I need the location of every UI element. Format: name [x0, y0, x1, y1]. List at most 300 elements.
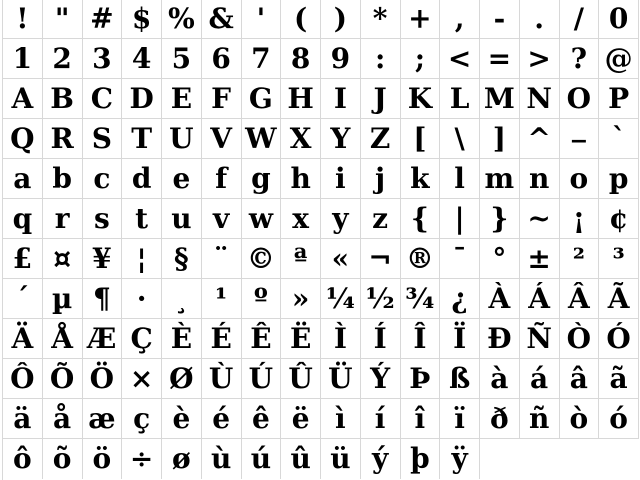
glyph: ¤ — [53, 241, 72, 275]
glyph: Ù — [208, 361, 234, 395]
glyph-cell[interactable] — [202, 319, 242, 359]
glyph: ; — [414, 41, 426, 75]
glyph: ¨ — [214, 241, 229, 275]
glyph-cell[interactable] — [281, 39, 321, 79]
glyph-cell[interactable] — [122, 239, 162, 279]
glyph-cell[interactable] — [520, 0, 560, 39]
glyph-cell[interactable] — [3, 399, 43, 439]
glyph-cell[interactable] — [281, 119, 321, 159]
glyph-cell[interactable] — [480, 0, 520, 39]
glyph-cell[interactable] — [202, 279, 242, 319]
glyph-cell[interactable] — [321, 319, 361, 359]
glyph-cell[interactable] — [202, 119, 242, 159]
glyph-cell[interactable] — [162, 79, 202, 119]
glyph: ¦ — [136, 241, 147, 275]
glyph-cell[interactable] — [43, 319, 83, 359]
glyph-cell[interactable] — [480, 399, 520, 439]
glyph-cell[interactable] — [361, 159, 401, 199]
glyph-cell[interactable] — [321, 199, 361, 239]
glyph-cell[interactable] — [202, 239, 242, 279]
glyph: ] — [492, 121, 506, 155]
glyph-cell[interactable] — [560, 399, 600, 439]
glyph: ® — [405, 241, 434, 275]
glyph-cell[interactable] — [440, 439, 480, 479]
glyph-cell[interactable] — [281, 439, 321, 479]
glyph-cell[interactable] — [43, 359, 83, 399]
glyph: 4 — [131, 41, 152, 75]
glyph: Ò — [566, 321, 592, 355]
glyph-cell[interactable] — [520, 159, 560, 199]
glyph-cell[interactable] — [83, 359, 123, 399]
glyph-cell[interactable] — [281, 159, 321, 199]
glyph-cell[interactable] — [83, 319, 123, 359]
glyph: ¾ — [405, 281, 435, 315]
glyph-cell[interactable] — [242, 239, 282, 279]
glyph-cell[interactable] — [3, 119, 43, 159]
glyph-cell[interactable] — [401, 319, 441, 359]
glyph: ` — [611, 121, 626, 155]
glyph: = — [487, 41, 512, 75]
glyph-cell[interactable] — [361, 199, 401, 239]
glyph-cell[interactable] — [43, 239, 83, 279]
glyph: è — [172, 401, 191, 435]
glyph-cell[interactable] — [361, 0, 401, 39]
glyph: C — [90, 81, 114, 115]
glyph-cell[interactable] — [480, 199, 520, 239]
glyph: Å — [51, 321, 73, 355]
glyph: Ä — [11, 321, 34, 355]
glyph-cell[interactable] — [281, 359, 321, 399]
glyph: < — [447, 41, 472, 75]
glyph: 2 — [52, 41, 72, 75]
glyph-cell[interactable] — [440, 0, 480, 39]
glyph: s — [93, 201, 110, 235]
glyph-cell[interactable] — [281, 399, 321, 439]
glyph: ì — [335, 401, 346, 435]
glyph: w — [248, 201, 273, 235]
glyph: ' — [256, 2, 266, 35]
glyph: © — [246, 241, 275, 275]
glyph-cell[interactable] — [520, 79, 560, 119]
glyph-cell[interactable] — [520, 319, 560, 359]
glyph: } — [490, 201, 509, 235]
glyph-cell[interactable] — [599, 399, 639, 439]
glyph-cell[interactable] — [83, 159, 123, 199]
glyph-cell[interactable] — [321, 159, 361, 199]
glyph: y — [332, 201, 349, 235]
glyph-cell[interactable] — [122, 39, 162, 79]
glyph-cell[interactable] — [43, 79, 83, 119]
glyph-cell[interactable] — [202, 39, 242, 79]
glyph: Õ — [49, 361, 75, 395]
glyph: % — [168, 2, 195, 35]
glyph-cell[interactable] — [242, 79, 282, 119]
glyph-cell[interactable] — [162, 0, 202, 39]
glyph-cell[interactable] — [242, 279, 282, 319]
glyph: Ë — [289, 321, 312, 355]
glyph: u — [171, 201, 192, 235]
glyph: N — [526, 81, 552, 115]
glyph: ¢ — [608, 201, 629, 235]
glyph-cell[interactable] — [83, 39, 123, 79]
glyph: 6 — [211, 41, 231, 75]
glyph-cell[interactable] — [43, 199, 83, 239]
glyph-cell[interactable] — [480, 39, 520, 79]
glyph-cell[interactable] — [599, 39, 639, 79]
glyph-cell[interactable] — [202, 79, 242, 119]
glyph-cell[interactable] — [520, 359, 560, 399]
glyph-cell[interactable] — [3, 159, 43, 199]
glyph: Þ — [409, 361, 431, 395]
glyph-cell[interactable] — [122, 159, 162, 199]
glyph-cell[interactable] — [3, 79, 43, 119]
glyph-cell[interactable] — [162, 439, 202, 479]
glyph-cell[interactable] — [599, 0, 639, 39]
glyph: [ — [413, 121, 427, 155]
glyph-cell[interactable] — [202, 359, 242, 399]
glyph-cell[interactable] — [401, 239, 441, 279]
glyph: ß — [448, 361, 471, 395]
glyph-cell[interactable] — [560, 159, 600, 199]
glyph: À — [488, 281, 511, 315]
glyph-cell[interactable] — [3, 359, 43, 399]
glyph: Ú — [248, 361, 274, 395]
glyph-cell[interactable] — [43, 159, 83, 199]
glyph-cell[interactable] — [3, 439, 43, 479]
glyph: Ì — [333, 321, 347, 355]
glyph-cell[interactable] — [361, 79, 401, 119]
glyph-cell[interactable] — [83, 279, 123, 319]
glyph-cell[interactable] — [242, 319, 282, 359]
glyph-cell[interactable] — [440, 399, 480, 439]
glyph-cell[interactable] — [202, 199, 242, 239]
glyph-cell[interactable] — [401, 359, 441, 399]
glyph-cell[interactable] — [599, 119, 639, 159]
glyph: æ — [88, 401, 116, 435]
glyph-cell[interactable] — [281, 239, 321, 279]
glyph-cell[interactable] — [560, 319, 600, 359]
glyph-cell[interactable] — [321, 359, 361, 399]
glyph: t — [135, 201, 149, 235]
glyph-cell[interactable] — [83, 0, 123, 39]
glyph-cell[interactable] — [122, 79, 162, 119]
glyph-cell[interactable] — [83, 119, 123, 159]
glyph-cell[interactable] — [440, 279, 480, 319]
glyph-cell[interactable] — [43, 119, 83, 159]
glyph-cell[interactable] — [560, 199, 600, 239]
glyph-cell[interactable] — [122, 439, 162, 479]
glyph-cell[interactable] — [520, 279, 560, 319]
glyph-cell[interactable] — [440, 239, 480, 279]
glyph-cell[interactable] — [599, 199, 639, 239]
glyph: ¡ — [572, 201, 586, 235]
glyph: » — [291, 281, 310, 315]
glyph-cell[interactable] — [480, 279, 520, 319]
glyph: ÷ — [129, 442, 154, 475]
glyph-cell[interactable] — [83, 439, 123, 479]
glyph-cell[interactable] — [281, 0, 321, 39]
glyph-cell[interactable] — [401, 0, 441, 39]
glyph: å — [53, 401, 72, 435]
glyph: Î — [413, 321, 427, 355]
glyph-cell[interactable] — [162, 239, 202, 279]
glyph-cell[interactable] — [43, 0, 83, 39]
glyph: õ — [52, 442, 72, 475]
glyph: a — [13, 161, 32, 195]
glyph: ê — [251, 401, 270, 435]
glyph-cell[interactable] — [122, 319, 162, 359]
glyph-cell[interactable] — [122, 359, 162, 399]
glyph-cell[interactable] — [122, 199, 162, 239]
glyph-cell[interactable] — [242, 439, 282, 479]
glyph-cell[interactable] — [560, 239, 600, 279]
glyph: S — [91, 121, 112, 155]
glyph: ( — [294, 2, 308, 35]
glyph-cell[interactable] — [162, 319, 202, 359]
glyph-cell[interactable] — [599, 279, 639, 319]
glyph-cell[interactable] — [202, 159, 242, 199]
empty-cell — [599, 439, 639, 479]
glyph-cell[interactable] — [440, 199, 480, 239]
glyph-cell[interactable] — [361, 279, 401, 319]
glyph: - — [493, 2, 506, 35]
glyph-cell[interactable] — [162, 359, 202, 399]
glyph: M — [483, 81, 515, 115]
glyph-cell[interactable] — [520, 199, 560, 239]
glyph-cell[interactable] — [401, 79, 441, 119]
glyph-cell[interactable] — [361, 119, 401, 159]
glyph: ¹ — [214, 281, 228, 315]
glyph: á — [530, 361, 549, 395]
glyph: U — [169, 121, 194, 155]
glyph: £ — [12, 241, 33, 275]
glyph: L — [449, 81, 470, 115]
glyph: R — [50, 121, 74, 155]
glyph: â — [569, 361, 588, 395]
glyph-cell[interactable] — [321, 39, 361, 79]
glyph-cell[interactable] — [599, 239, 639, 279]
glyph: · — [136, 281, 147, 315]
glyph-cell[interactable] — [281, 319, 321, 359]
glyph: ¼ — [325, 281, 355, 315]
glyph: ¥ — [92, 241, 112, 275]
glyph-cell[interactable] — [321, 79, 361, 119]
glyph: 7 — [251, 41, 271, 75]
glyph: ä — [13, 401, 32, 435]
glyph-cell[interactable] — [321, 279, 361, 319]
empty-cell — [480, 439, 520, 479]
glyph-cell[interactable] — [560, 0, 600, 39]
glyph: þ — [410, 442, 430, 475]
glyph: ³ — [612, 241, 625, 275]
glyph-cell[interactable] — [122, 279, 162, 319]
glyph-cell[interactable] — [401, 39, 441, 79]
glyph-cell[interactable] — [83, 199, 123, 239]
glyph: G — [248, 81, 273, 115]
glyph-cell[interactable] — [401, 199, 441, 239]
glyph-cell[interactable] — [162, 199, 202, 239]
glyph-cell[interactable] — [83, 79, 123, 119]
glyph-cell[interactable] — [43, 279, 83, 319]
glyph: × — [129, 361, 154, 395]
glyph-cell[interactable] — [520, 39, 560, 79]
glyph-cell[interactable] — [122, 119, 162, 159]
glyph-cell[interactable] — [520, 119, 560, 159]
glyph-cell[interactable] — [560, 279, 600, 319]
glyph-cell[interactable] — [599, 319, 639, 359]
glyph-cell[interactable] — [3, 279, 43, 319]
glyph-cell[interactable] — [440, 359, 480, 399]
glyph: " — [54, 2, 70, 35]
glyph-cell[interactable] — [401, 119, 441, 159]
glyph-cell[interactable] — [281, 279, 321, 319]
glyph: I — [333, 81, 347, 115]
glyph-cell[interactable] — [3, 199, 43, 239]
glyph-cell[interactable] — [480, 119, 520, 159]
glyph-cell[interactable] — [242, 199, 282, 239]
glyph-cell[interactable] — [520, 399, 560, 439]
glyph-cell[interactable] — [361, 399, 401, 439]
glyph-cell[interactable] — [321, 239, 361, 279]
glyph-cell[interactable] — [242, 359, 282, 399]
glyph: é — [212, 401, 231, 435]
glyph-cell[interactable] — [83, 399, 123, 439]
glyph-cell[interactable] — [242, 399, 282, 439]
glyph-cell[interactable] — [440, 119, 480, 159]
glyph-cell[interactable] — [599, 79, 639, 119]
glyph: W — [245, 121, 277, 155]
glyph-cell[interactable] — [560, 109, 600, 159]
glyph-cell[interactable] — [440, 159, 480, 199]
glyph: ú — [250, 442, 272, 475]
glyph-cell[interactable] — [3, 319, 43, 359]
glyph-cell[interactable] — [162, 39, 202, 79]
glyph: H — [287, 81, 314, 115]
glyph-cell[interactable] — [321, 119, 361, 159]
glyph-cell[interactable] — [440, 319, 480, 359]
glyph-cell[interactable] — [401, 279, 441, 319]
glyph-cell[interactable] — [202, 399, 242, 439]
glyph: { — [410, 201, 429, 235]
glyph-cell[interactable] — [440, 39, 480, 79]
glyph: Z — [369, 121, 391, 155]
glyph-cell[interactable] — [361, 319, 401, 359]
glyph-cell[interactable] — [560, 39, 600, 79]
glyph-cell[interactable] — [401, 159, 441, 199]
glyph-cell[interactable] — [281, 199, 321, 239]
glyph: í — [374, 401, 386, 435]
glyph-cell[interactable] — [122, 399, 162, 439]
glyph: ô — [13, 442, 32, 475]
glyph: . — [534, 2, 544, 35]
glyph: > — [527, 41, 551, 75]
glyph: ç — [133, 401, 151, 435]
glyph-cell[interactable] — [560, 359, 600, 399]
glyph-cell[interactable] — [361, 239, 401, 279]
glyph: \ — [454, 121, 465, 155]
glyph: / — [573, 2, 584, 35]
glyph: Í — [373, 321, 387, 355]
glyph: V — [210, 121, 232, 155]
glyph-cell[interactable] — [321, 0, 361, 39]
glyph: ð — [490, 401, 509, 435]
glyph-cell[interactable] — [162, 399, 202, 439]
glyph: & — [208, 2, 234, 35]
glyph-cell[interactable] — [3, 239, 43, 279]
glyph: ü — [330, 442, 351, 475]
glyph-cell[interactable] — [401, 399, 441, 439]
glyph-cell[interactable] — [3, 39, 43, 79]
glyph: 9 — [330, 41, 351, 75]
glyph-cell[interactable] — [242, 39, 282, 79]
glyph-cell[interactable] — [321, 439, 361, 479]
glyph-cell[interactable] — [281, 79, 321, 119]
glyph-cell[interactable] — [480, 319, 520, 359]
glyph: Á — [528, 281, 550, 315]
glyph-cell[interactable] — [162, 119, 202, 159]
glyph: Â — [568, 281, 590, 315]
glyph-cell[interactable] — [202, 439, 242, 479]
glyph-cell[interactable] — [401, 439, 441, 479]
glyph: 0 — [608, 2, 629, 35]
glyph: O — [566, 81, 592, 115]
glyph: g — [251, 161, 271, 195]
glyph-cell[interactable] — [480, 239, 520, 279]
glyph: ã — [609, 361, 628, 395]
glyph-cell[interactable] — [520, 239, 560, 279]
empty-cell — [520, 439, 560, 479]
glyph-cell[interactable] — [43, 39, 83, 79]
glyph-cell[interactable] — [440, 79, 480, 119]
glyph: 8 — [290, 41, 311, 75]
glyph: l — [454, 161, 465, 195]
glyph-cell[interactable] — [43, 399, 83, 439]
glyph-cell[interactable] — [361, 439, 401, 479]
glyph: È — [170, 321, 193, 355]
glyph-cell[interactable] — [242, 159, 282, 199]
glyph: i — [335, 161, 346, 195]
glyph-cell[interactable] — [242, 0, 282, 39]
glyph: ) — [333, 2, 347, 35]
glyph-cell[interactable] — [361, 39, 401, 79]
glyph-cell[interactable] — [3, 0, 43, 39]
glyph: º — [253, 281, 268, 315]
glyph-cell[interactable] — [599, 159, 639, 199]
glyph: ¯ — [452, 241, 467, 275]
glyph: ö — [92, 442, 112, 475]
glyph-cell[interactable] — [83, 239, 123, 279]
glyph: µ — [51, 281, 73, 315]
glyph: à — [490, 361, 509, 395]
glyph-cell[interactable] — [361, 359, 401, 399]
glyph-cell[interactable] — [202, 0, 242, 39]
glyph: E — [170, 81, 193, 115]
glyph-cell[interactable] — [480, 79, 520, 119]
glyph-cell[interactable] — [242, 119, 282, 159]
glyph-cell[interactable] — [480, 359, 520, 399]
glyph-cell[interactable] — [162, 159, 202, 199]
glyph-cell[interactable] — [162, 279, 202, 319]
glyph: e — [172, 161, 191, 195]
glyph-cell[interactable] — [599, 359, 639, 399]
glyph: f — [215, 161, 228, 195]
glyph-cell[interactable] — [122, 0, 162, 39]
glyph-cell[interactable] — [321, 399, 361, 439]
glyph-cell[interactable] — [480, 159, 520, 199]
glyph: d — [131, 161, 152, 195]
glyph-cell[interactable] — [43, 439, 83, 479]
glyph-grid — [2, 0, 639, 480]
